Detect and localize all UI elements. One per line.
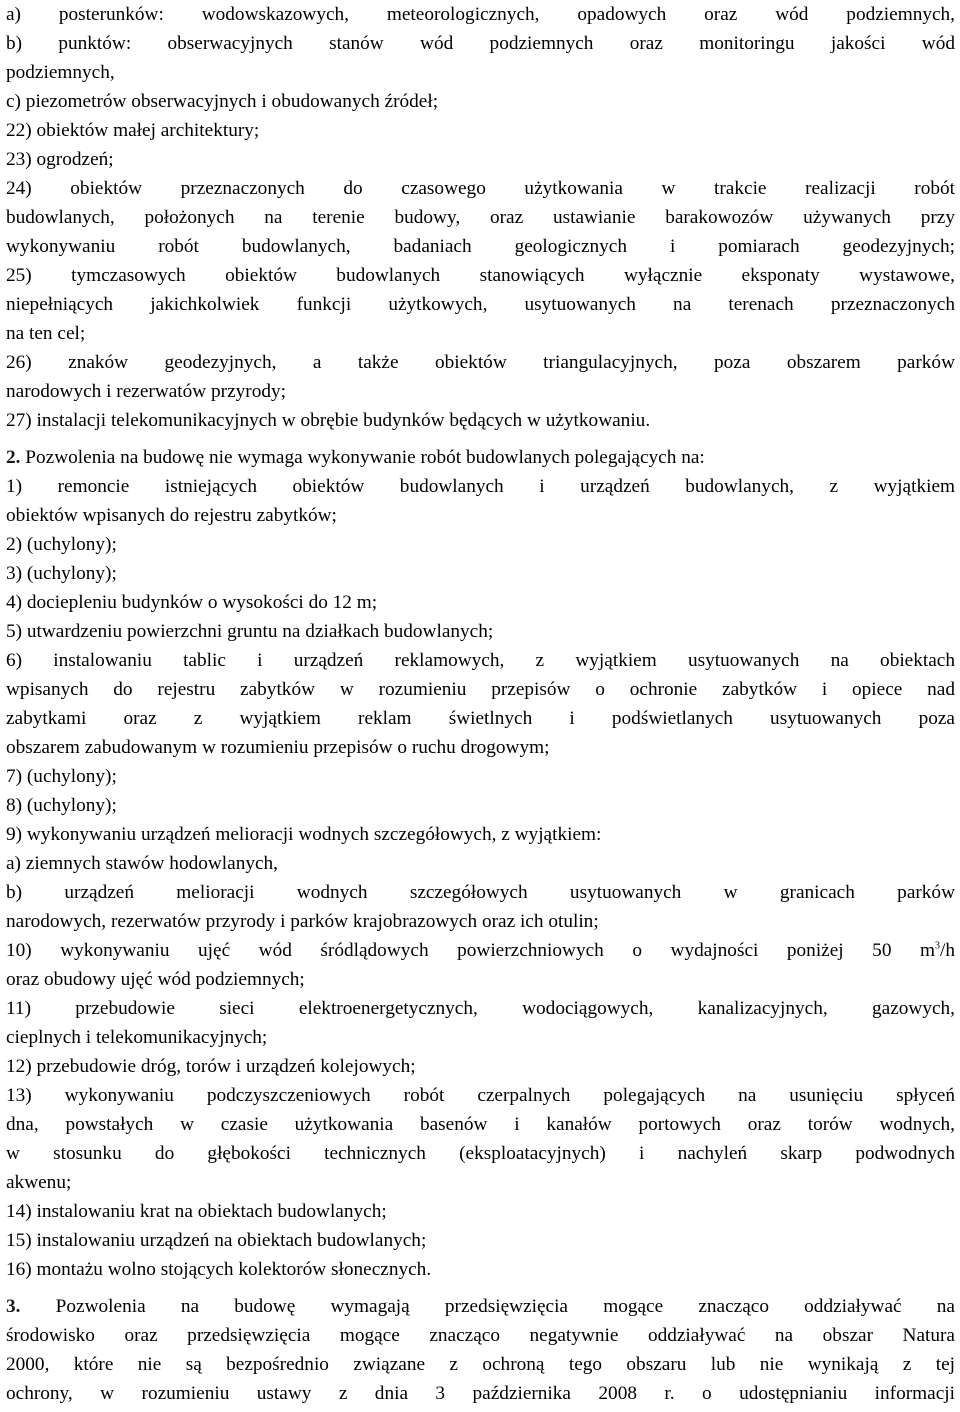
text-line: 26) znaków geodezyjnych, a także obiektów triangulacyjnych, poza obszarem parków bbox=[6, 352, 955, 373]
text-line: wykonywaniu robót budowlanych, badaniach geologicznych i pomiarach geodezyjnych; bbox=[6, 236, 955, 257]
text-line: 22) obiektów małej architektury; bbox=[6, 120, 260, 141]
text-line: 5) utwardzeniu powierzchni gruntu na działkach budowlanych; bbox=[6, 621, 494, 642]
text-line: budowlanych, położonych na terenie budowy, oraz ustawianie barakowozów używanych przy bbox=[6, 207, 955, 228]
section-2-list-cont bbox=[6, 965, 955, 1284]
text-line: niepełniących jakichkolwiek funkcji użytkowych, usytuowanych na terenach przeznaczonych bbox=[6, 294, 955, 315]
text-line: 9) wykonywaniu urządzeń melioracji wodnych szczegółowych, z wyjątkiem: bbox=[6, 824, 602, 845]
section-gap bbox=[6, 1284, 955, 1292]
section-2-number: 2. bbox=[6, 447, 21, 468]
text-line: c) piezometrów obserwacyjnych i obudowanych źródeł; bbox=[6, 91, 439, 112]
list-item-10-text: 10) wykonywaniu ujęć wód śródlądowych powierzchniowych o wydajności poniżej 50 m bbox=[6, 940, 935, 961]
text-line: 27) instalacji telekomunikacyjnych w obrębie budynków będących w użytkowaniu. bbox=[6, 410, 651, 431]
text-line: 1) remoncie istniejących obiektów budowlanych i urządzeń budowlanych, z wyjątkiem bbox=[6, 476, 955, 497]
section-3-text bbox=[6, 1321, 955, 1408]
text-line: zabytkami oraz z wyjątkiem reklam świetlnych i podświetlanych usytuowanych poza bbox=[6, 708, 955, 729]
text-line: b) urządzeń melioracji wodnych szczegółowych usytuowanych w granicach parków bbox=[6, 882, 955, 903]
text-line: narodowych, rezerwatów przyrody i parków krajobrazowych oraz ich otulin; bbox=[6, 911, 599, 932]
section-2-list bbox=[6, 472, 955, 936]
text-line: narodowych i rezerwatów przyrody; bbox=[6, 381, 287, 402]
section-3-number: 3. bbox=[6, 1296, 21, 1317]
list-continuation bbox=[6, 0, 955, 435]
text-line: akwenu; bbox=[6, 1172, 72, 1193]
text-line: obszarem zabudowanym w rozumieniu przepisów o ruchu drogowym; bbox=[6, 737, 550, 758]
text-line: cieplnych i telekomunikacyjnych; bbox=[6, 1027, 268, 1048]
text-line: 3) (uchylony); bbox=[6, 563, 117, 584]
section-3-heading bbox=[6, 1292, 955, 1321]
text-line: 11) przebudowie sieci elektroenergetycznych, wodociągowych, kanalizacyjnych, gazowych, bbox=[6, 998, 955, 1019]
text-line: 2000, które nie są bezpośrednio związane z ochroną tego obszaru lub nie wynikają z tej bbox=[6, 1354, 955, 1375]
text-line: 24) obiektów przeznaczonych do czasowego użytkowania w trakcie realizacji robót bbox=[6, 178, 955, 199]
text-line: wpisanych do rejestru zabytków w rozumieniu przepisów o ochronie zabytków i opiece nad bbox=[6, 679, 955, 700]
text-line: 2) (uchylony); bbox=[6, 534, 117, 555]
text-line: na ten cel; bbox=[6, 323, 86, 344]
text-line: w stosunku do głębokości technicznych (eksploatacyjnych) i nachyleń skarp podwodnych bbox=[6, 1143, 955, 1164]
text-line: a) posterunków: wodowskazowych, meteorologicznych, opadowych oraz wód podziemnych, bbox=[6, 4, 955, 25]
text-line: oraz obudowy ujęć wód podziemnych; bbox=[6, 969, 305, 990]
text-line: b) punktów: obserwacyjnych stanów wód podziemnych oraz monitoringu jakości wód bbox=[6, 33, 955, 54]
text-line: 13) wykonywaniu podczyszczeniowych robót czerpalnych polegających na usunięciu spłyceń bbox=[6, 1085, 955, 1106]
text-line: 15) instalowaniu urządzeń na obiektach budowlanych; bbox=[6, 1230, 427, 1251]
text-line: 16) montażu wolno stojących kolektorów słonecznych. bbox=[6, 1259, 432, 1280]
section-2-lead: Pozwolenia na budowę nie wymaga wykonywanie robót budowlanych polegających na: bbox=[20, 447, 705, 468]
section-3-first: Pozwolenia na budowę wymagają przedsięwzięcia mogące znacząco oddziaływać na bbox=[20, 1296, 955, 1317]
text-line: 14) instalowaniu krat na obiektach budowlanych; bbox=[6, 1201, 387, 1222]
text-line: obiektów wpisanych do rejestru zabytków; bbox=[6, 505, 337, 526]
text-line: dna, powstałych w czasie użytkowania basenów i kanałów portowych oraz torów wodnych, bbox=[6, 1114, 955, 1135]
text-line: 12) przebudowie dróg, torów i urządzeń kolejowych; bbox=[6, 1056, 416, 1077]
text-line: 25) tymczasowych obiektów budowlanych stanowiących wyłącznie eksponaty wystawowe, bbox=[6, 265, 955, 286]
section-2-heading bbox=[6, 443, 955, 472]
section-gap bbox=[6, 435, 955, 443]
text-line: 7) (uchylony); bbox=[6, 766, 117, 787]
list-item-10 bbox=[6, 936, 955, 965]
text-line: 23) ogrodzeń; bbox=[6, 149, 114, 170]
document-page bbox=[6, 0, 955, 1408]
list-item-10-unit: /h bbox=[940, 940, 955, 961]
text-line: 6) instalowaniu tablic i urządzeń reklamowych, z wyjątkiem usytuowanych na obiektach bbox=[6, 650, 955, 671]
text-line: podziemnych, bbox=[6, 62, 115, 83]
text-line: 8) (uchylony); bbox=[6, 795, 117, 816]
text-line: ochrony, w rozumieniu ustawy z dnia 3 października 2008 r. o udostępnianiu informacji bbox=[6, 1383, 955, 1404]
text-line: środowisko oraz przedsięwzięcia mogące znacząco negatywnie oddziaływać na obszar Natura bbox=[6, 1325, 955, 1346]
text-line: a) ziemnych stawów hodowlanych, bbox=[6, 853, 278, 874]
text-line: 4) dociepleniu budynków o wysokości do 12 m; bbox=[6, 592, 378, 613]
superscript-3: 3 bbox=[935, 940, 940, 952]
